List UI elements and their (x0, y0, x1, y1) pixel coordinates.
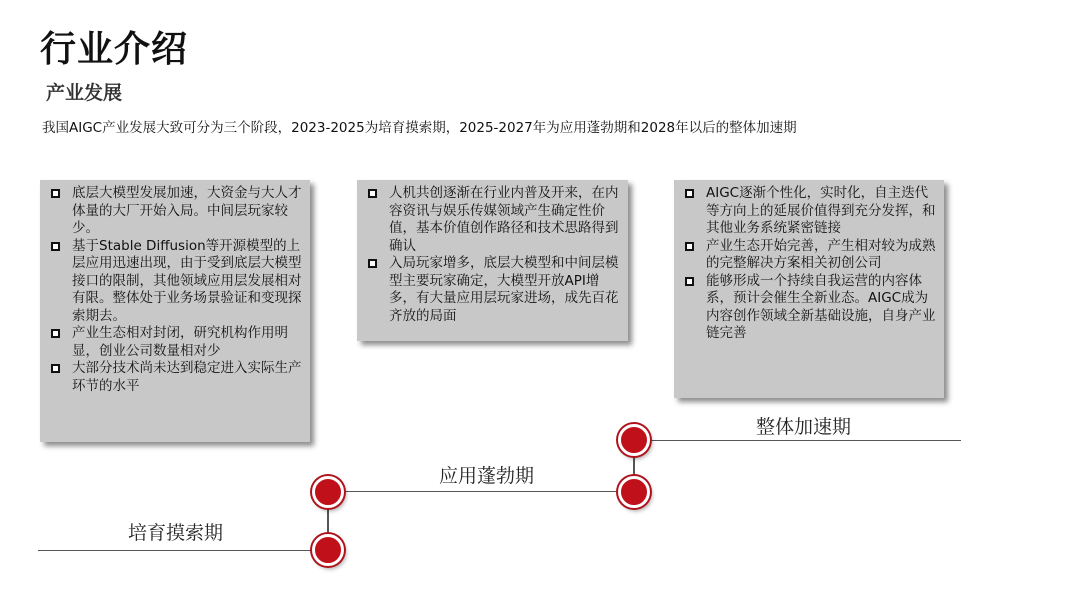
stage2-description-box (357, 180, 628, 341)
stage3-label: 整体加速期 (756, 416, 852, 438)
bullet-item: 入局玩家增多，底层大模型和中间层模型主要玩家确定，大模型开放API增多，有大量应用层玩家进场，成先百花齐放的局面 (367, 255, 620, 325)
stage2-start-node (312, 476, 344, 508)
stage3-start-node (618, 424, 650, 456)
stage2-end-node (618, 476, 650, 508)
stage1-label: 培育摸索期 (128, 522, 224, 544)
timeline-segment-1 (38, 550, 328, 551)
page-subtitle: 产业发展 (46, 82, 123, 104)
bullet-item: 产业生态相对封闭，研究机构作用明显，创业公司数量相对少 (50, 325, 302, 360)
bullet-item: 能够形成一个持续自我运营的内容体系，预计会催生全新业态。AIGC成为内容创作领域全新基础设施，自身产业链完善 (684, 273, 936, 343)
bullet-item: 底层大模型发展加速，大资金与大人才体量的大厂开始入局。中间层玩家较少。 (50, 185, 302, 238)
timeline-segment-2 (327, 491, 635, 492)
intro-text: 我国AIGC产业发展大致可分为三个阶段，2023-2025为培育摸索期，2025-2027年为应用蓬勃期和2028年以后的整体加速期 (42, 120, 797, 136)
stage1-start-node (312, 534, 344, 566)
stage1-description-box (40, 180, 310, 442)
bullet-item: 大部分技术尚未达到稳定进入实际生产环节的水平 (50, 360, 302, 395)
bullet-item: AIGC逐渐个性化，实时化，自主迭代等方向上的延展价值得到充分发挥，和其他业务系统紧密链接 (684, 185, 936, 238)
page-title: 行业介绍 (40, 29, 189, 70)
bullet-item: 人机共创逐渐在行业内普及开来，在内容资讯与娱乐传媒领域产生确定性价值，基本价值创作路径和技术思路得到确认 (367, 185, 620, 255)
bullet-item: 产业生态开始完善，产生相对较为成熟的完整解决方案相关初创公司 (684, 238, 936, 273)
stage2-label: 应用蓬勃期 (439, 465, 535, 487)
bullet-item: 基于Stable Diffusion等开源模型的上层应用迅速出现，由于受到底层大模型接口的限制，其他领域应用层发展相对有限。整体处于业务场景验证和变现探索期去。 (50, 238, 302, 326)
timeline-segment-3 (633, 440, 961, 441)
stage3-description-box (674, 180, 944, 398)
